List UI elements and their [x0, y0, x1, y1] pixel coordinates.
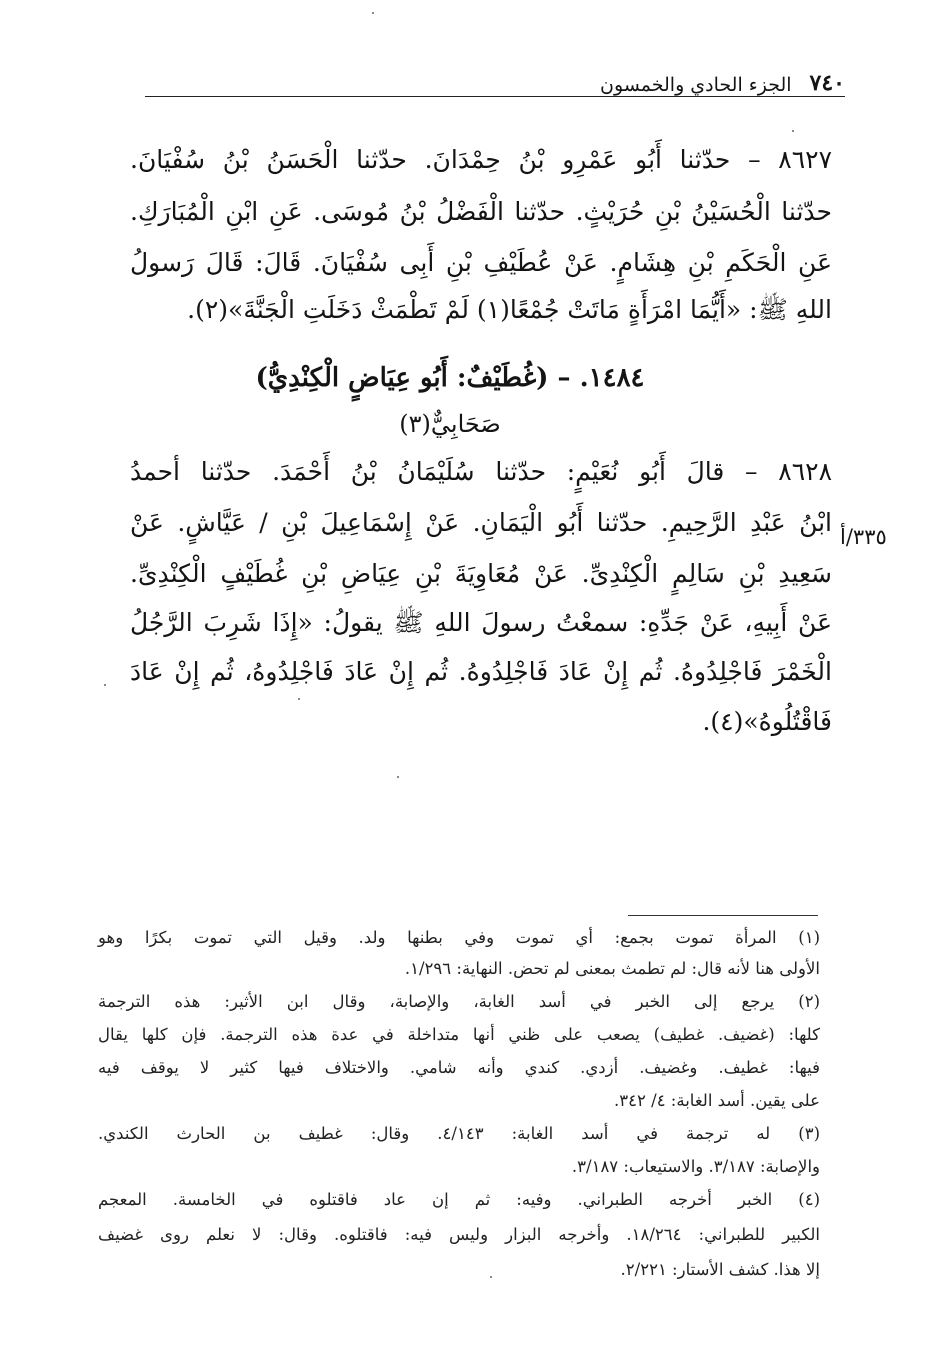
- hadith-line: عَنِ الْحَكَمِ بْنِ هِشَامٍ. عَنْ عُطَيْفِ بْنِ أَبِى سُفْيَانَ. قَالَ: قَالَ رَسولُ: [130, 248, 832, 277]
- footnote-line: الكبير للطبراني: ١٨/٢٦٤. وأخرجه البزار وليس فيه: فاقتلوه. وقال: لا نعلم روى غضيف: [98, 1225, 821, 1244]
- hadith-line: اللهِ ﷺ: «أَيُّمَا امْرَأَةٍ مَاتَتْ جُمْعًا(١) لَمْ تَطْمَثْ دَخَلَتِ الْجَنَّةَ»(٢).: [187, 295, 832, 324]
- scan-speck: [490, 1276, 492, 1278]
- hadith-line: سَعِيدِ بْنِ سَالِمٍ الْكِنْدِىِّ. عَنْ مُعَاوِيَةَ بْنِ عِيَاضِ بْنِ غُطَيْفٍ الْكِنْدِىِّ.: [130, 559, 832, 588]
- footnote-line: الأولى هنا لأنه قال: لم تطمث بمعنى لم تحض. النهاية: ١/٢٩٦.: [404, 959, 820, 978]
- footnote-line: والإصابة: ٣/١٨٧. والاستيعاب: ٣/١٨٧.: [571, 1157, 820, 1176]
- footnote-line: (٣) له ترجمة في أسد الغابة: ٤/١٤٣. وقال: غطيف بن الحارث الكندي.: [98, 1124, 820, 1143]
- biography-heading: ١٤٨٤. – (غُطَيْفٌ: أَبُو عِيَاضٍ الْكِنْدِيُّ): [255, 363, 645, 393]
- hadith-line: الْخَمْرَ فَاجْلِدُوهُ. ثُم إِنْ عَادَ فَاجْلِدُوهُ. ثُم إِنْ عَادَ فَاجْلِدُوهُ، ثُم إِنْ عَادَ: [130, 657, 832, 686]
- hadith-line: عَنْ أَبِيهِ، عَنْ جَدِّهِ: سمعْتُ رسولَ اللهِ ﷺ يقولُ: «إِذَا شَرِبَ الرَّجُلُ: [130, 608, 832, 637]
- scan-speck: [298, 698, 300, 700]
- footnote-line: إلا هذا. كشف الأستار: ٢/٢٢١.: [620, 1260, 820, 1279]
- scan-speck: [792, 130, 794, 132]
- volume-title: الجزء الحادي والخمسون: [600, 74, 792, 96]
- biography-subheading: صَحَابِيٌّ(٣): [399, 410, 501, 438]
- hadith-line: ابْنُ عَبْدِ الرَّحِيمِ. حدّثنا أَبُو الْيَمَانِ. عَنْ إِسْمَاعِيلَ بْنِ / عَيَّاشٍ. عَنْ: [130, 508, 832, 537]
- scan-speck: [104, 684, 106, 686]
- footnote-line: (٤) الخبر أخرجه الطبراني. وفيه: ثم إن عاد فاقتلوه في الخامسة. المعجم: [98, 1190, 820, 1209]
- page-header: [145, 62, 845, 96]
- hadith-line: ٨٦٢٨ – قالَ أَبُو نُعَيْمٍ: حدّثنا سُلَيْمَانُ بْنُ أَحْمَدَ. حدّثنا أحمدُ: [130, 457, 832, 486]
- page-number: ٧٤٠: [809, 70, 845, 96]
- scan-speck: [372, 12, 374, 14]
- scan-speck: [397, 776, 399, 778]
- footnote-rule: [628, 915, 818, 916]
- footnote-line: فيها: غطيف. وغضيف. أزدي. كندي وأنه شامي. والاختلاف فيها كثير لا يوقف فيه: [98, 1058, 820, 1077]
- hadith-line: فَاقْتُلُوهُ»(٤).: [702, 707, 832, 736]
- hadith-line: ٨٦٢٧ – حدّثنا أَبُو عَمْرِو بْنُ حِمْدَانَ. حدّثنا الْحَسَنُ بْنُ سُفْيَانَ.: [130, 145, 832, 174]
- footnote-line: (٢) يرجع إلى الخبر في أسد الغابة، والإصابة، وقال ابن الأثير: هذه الترجمة: [98, 992, 820, 1011]
- footnote-line: (١) المرأة تموت بجمع: أي تموت وفي بطنها ولد. وقيل التي تموت بكرًا وهو: [98, 928, 820, 947]
- footnote-line: على يقين. أسد الغابة: ٤/ ٣٤٢.: [614, 1091, 820, 1110]
- header-rule: [145, 96, 845, 97]
- footnote-line: كلها: (غضيف. غطيف) يصعب على ظني أنها متداخلة في عدة هذه الترجمة. فإن كلها يقال: [98, 1025, 820, 1044]
- manuscript-margin-reference: ٣٣٥/أ: [840, 525, 887, 549]
- hadith-line: حدّثنا الْحُسَيْنُ بْنِ حُرَيْثٍ. حدّثنا الْفَضْلُ بْنُ مُوسَى. عَنِ ابْنِ الْمُبَارَكِ.: [130, 197, 832, 226]
